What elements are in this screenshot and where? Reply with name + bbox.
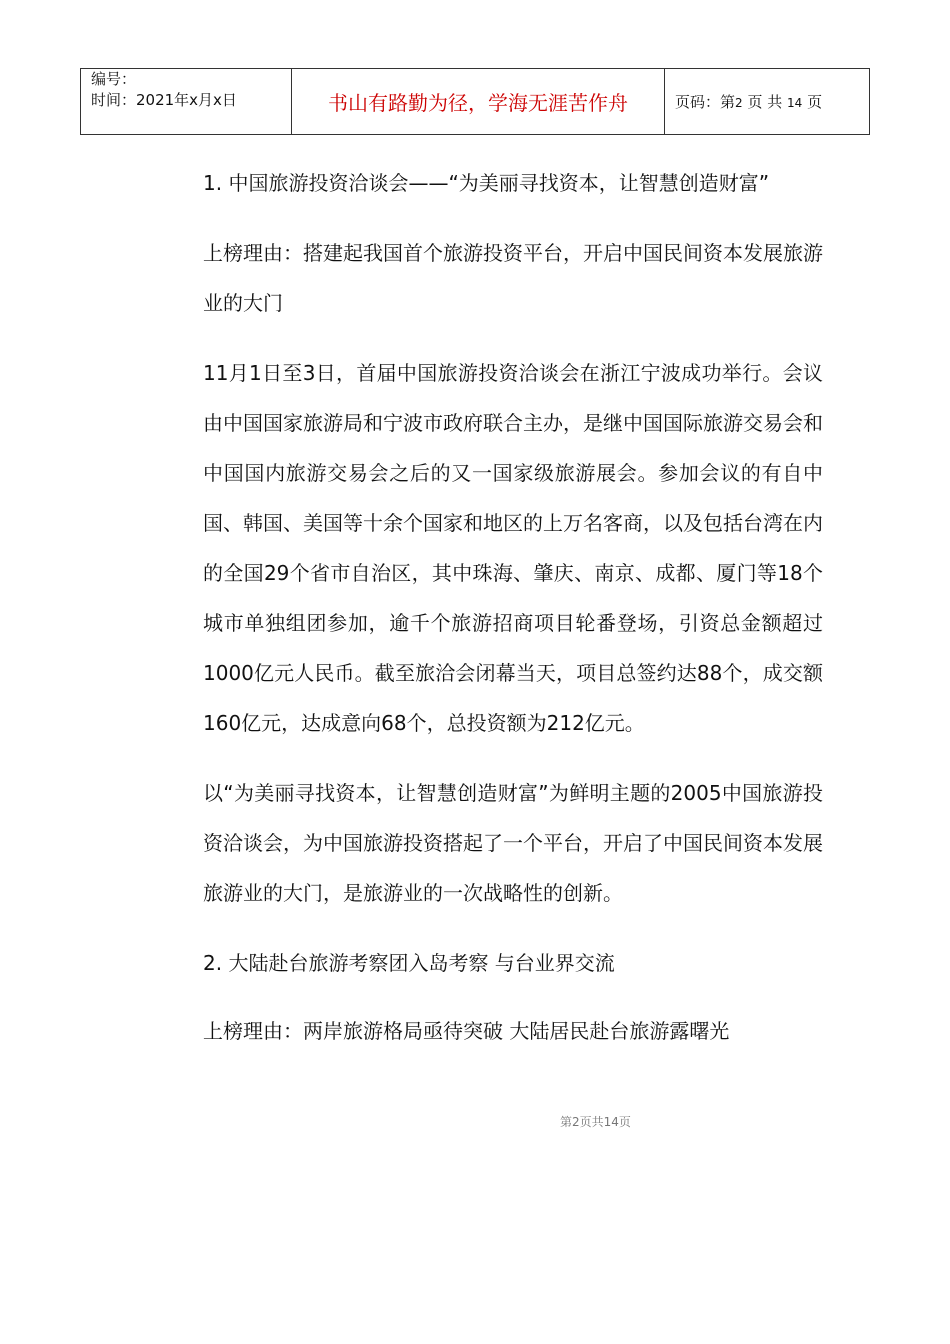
- document-time-label: 时间：2021年x月x日: [91, 91, 237, 109]
- section-heading-2: 2. 大陆赴台旅游考察团入岛考察 与台业界交流: [203, 951, 615, 975]
- section-reason-1: 上榜理由：搭建起我国首个旅游投资平台，开启中国民间资本发展旅游业的大门: [203, 241, 823, 315]
- section-heading-1: 1. 中国旅游投资洽谈会——“为美丽寻找资本，让智慧创造财富”: [203, 171, 770, 195]
- page-current: 2: [735, 96, 743, 110]
- body-paragraph-1: 11月1日至3日，首届中国旅游投资洽谈会在浙江宁波成功举行。会议由中国国家旅游局和宁波市政府联合主办，是继中国国际旅游交易会和中国国内旅游交易会之后的又一国家级旅游展会。参加会议的有自中国、韩国、美国等十余个国家和地区的上万名客商，以及包括台湾在内的全国29个省市自治区，其中珠海、肇庆、南京、成都、厦门等18个城市单独组团参加，逾千个旅游招商项目轮番登场，引资总金额超过1000亿元人民币。截至旅洽会闭幕当天，项目总签约达88个，成交额160亿元，达成意向68个，总投资额为212亿元。: [203, 361, 823, 735]
- page-suffix: 页: [807, 93, 823, 111]
- header-motto: 书山有路勤为径，学海无涯苦作舟: [292, 69, 665, 135]
- document-number-label: 编号：: [91, 70, 137, 88]
- header-table: [80, 68, 870, 135]
- page-prefix: 页码：第: [675, 93, 736, 111]
- section-reason-2: 上榜理由：两岸旅游格局亟待突破 大陆居民赴台旅游露曙光: [203, 1019, 730, 1043]
- header-info-cell: [81, 69, 292, 135]
- header-page-info: [665, 69, 870, 135]
- page-total: 14: [787, 96, 803, 110]
- page-mid: 页 共: [747, 93, 783, 111]
- page-watermark: 第2页共14页: [560, 1115, 631, 1129]
- document-body: [203, 158, 823, 1076]
- body-paragraph-2: 以“为美丽寻找资本，让智慧创造财富”为鲜明主题的2005中国旅游投资洽谈会，为中国旅游投资搭起了一个平台，开启了中国民间资本发展旅游业的大门，是旅游业的一次战略性的创新。: [203, 781, 823, 905]
